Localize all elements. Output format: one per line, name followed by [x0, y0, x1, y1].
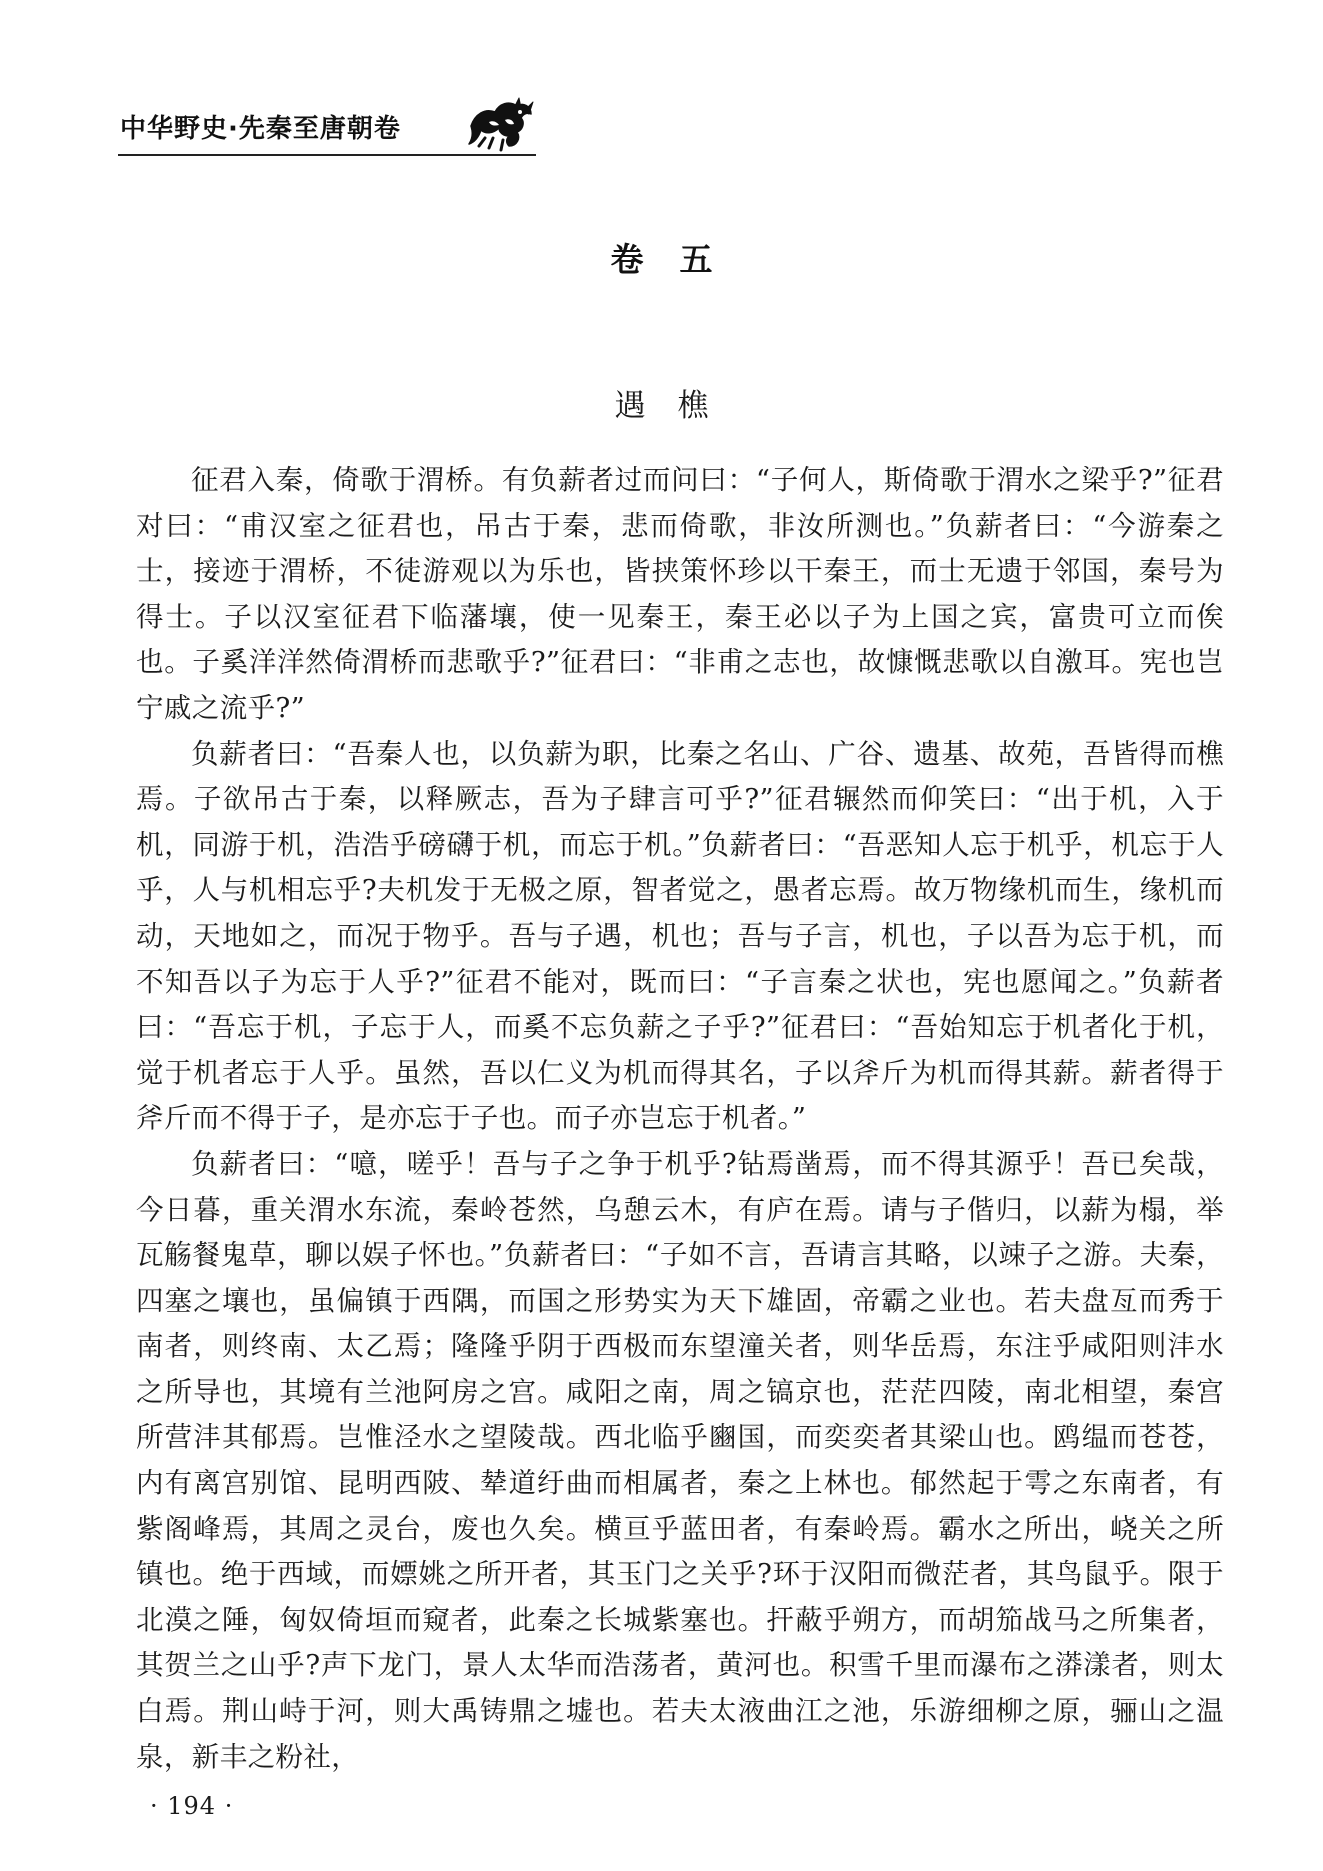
header-rule — [118, 154, 536, 156]
paragraph: 负薪者曰：“吾秦人也，以负薪为职，比秦之名山、广谷、遗基、故苑，吾皆得而樵焉。子欲吊古于秦，以释厥志，吾为子肆言可乎?”征君辗然而仰笑曰：“出于机，入于机，同游于机，浩浩乎磅礴于机，而忘于机。”负薪者曰：“吾恶知人忘于机乎，机忘于人乎，人与机相忘乎?夫机发于无极之原，智者觉之，愚者忘焉。故万物缘机而生，缘机而动，天地如之，而况于物乎。吾与子遇，机也；吾与子言，机也，子以吾为忘于机，而不知吾以子为忘于人乎?”征君不能对，既而曰：“子言秦之状也，宪也愿闻之。”负薪者曰：“吾忘于机，子忘于人，而奚不忘负薪之子乎?”征君曰：“吾始知忘于机者化于机，觉于机者忘于人乎。虽然，吾以仁义为机而得其名，子以斧斤为机而得其薪。薪者得于斧斤而不得于子，是亦忘于子也。而子亦岂忘于机者。” — [136, 737, 1224, 1135]
volume-title: 卷五 — [610, 240, 749, 279]
running-header-title: 中华野史·先秦至唐朝卷 — [120, 114, 401, 144]
dragon-icon — [465, 92, 537, 154]
paragraph: 征君入秦，倚歌于渭桥。有负薪者过而问曰：“子何人，斯倚歌于渭水之梁乎?”征君对曰：“甫汉室之征君也，吊古于秦，悲而倚歌，非汝所测也。”负薪者曰：“今游秦之士，接迹于渭桥，不徒游观以为乐也，皆挟策怀珍以干秦王，而士无遗于邻国，秦号为得士。子以汉室征君下临藩壤，使一见秦王，秦王必以子为上国之宾，富贵可立而俟也。子奚洋洋然倚渭桥而悲歌乎?”征君曰：“非甫之志也，故慷慨悲歌以自激耳。宪也岂宁戚之流乎?” — [136, 464, 1224, 724]
body-text — [136, 458, 1224, 1780]
section-title: 遇樵 — [614, 388, 741, 424]
paragraph: 负薪者曰：“噫，嗟乎！吾与子之争于机乎?钻焉凿焉，而不得其源乎！吾已矣哉，今日暮，重关渭水东流，秦岭苍然，乌憩云木，有庐在焉。请与子偕归，以薪为榻，举瓦觞餐鬼草，聊以娱子怀也。”负薪者曰：“子如不言，吾请言其略，以竦子之游。夫秦，四塞之壤也，虽偏镇于西隅，而国之形势实为天下雄固，帝霸之业也。若夫盘亙而秀于南者，则终南、太乙焉；隆隆乎阴于西极而东望潼关者，则华岳焉，东注乎咸阳则沣水之所导也，其境有兰池阿房之宫。咸阳之南，周之镐京也，茫茫四陵，南北相望，秦宫所营沣其郁焉。岂惟泾水之望陵哉。西北临乎豳国，而奕奕者其梁山也。鸥缊而苍苍，内有离宫别馆、昆明西陂、辇道纡曲而相属者，秦之上林也。郁然起于雩之东南者，有紫阁峰焉，其周之灵台，废也久矣。横亘乎蓝田者，有秦岭焉。霸水之所出，峣关之所镇也。绝于西域，而嫖姚之所开者，其玉门之关乎?环于汉阳而微茫者，其鸟鼠乎。限于北漠之陲，匈奴倚垣而窥者，此秦之长城紫塞也。扞蔽乎朔方，而胡笳战马之所集者，其贺兰之山乎?声下龙门，景人太华而浩荡者，黄河也。积雪千里而瀑布之漭漾者，则太白焉。荆山峙于河，则大禹铸鼎之墟也。若夫太液曲江之池，乐游细柳之原，骊山之温泉，新丰之粉社， — [136, 1147, 1224, 1773]
page-number: · 194 · — [150, 1792, 234, 1820]
